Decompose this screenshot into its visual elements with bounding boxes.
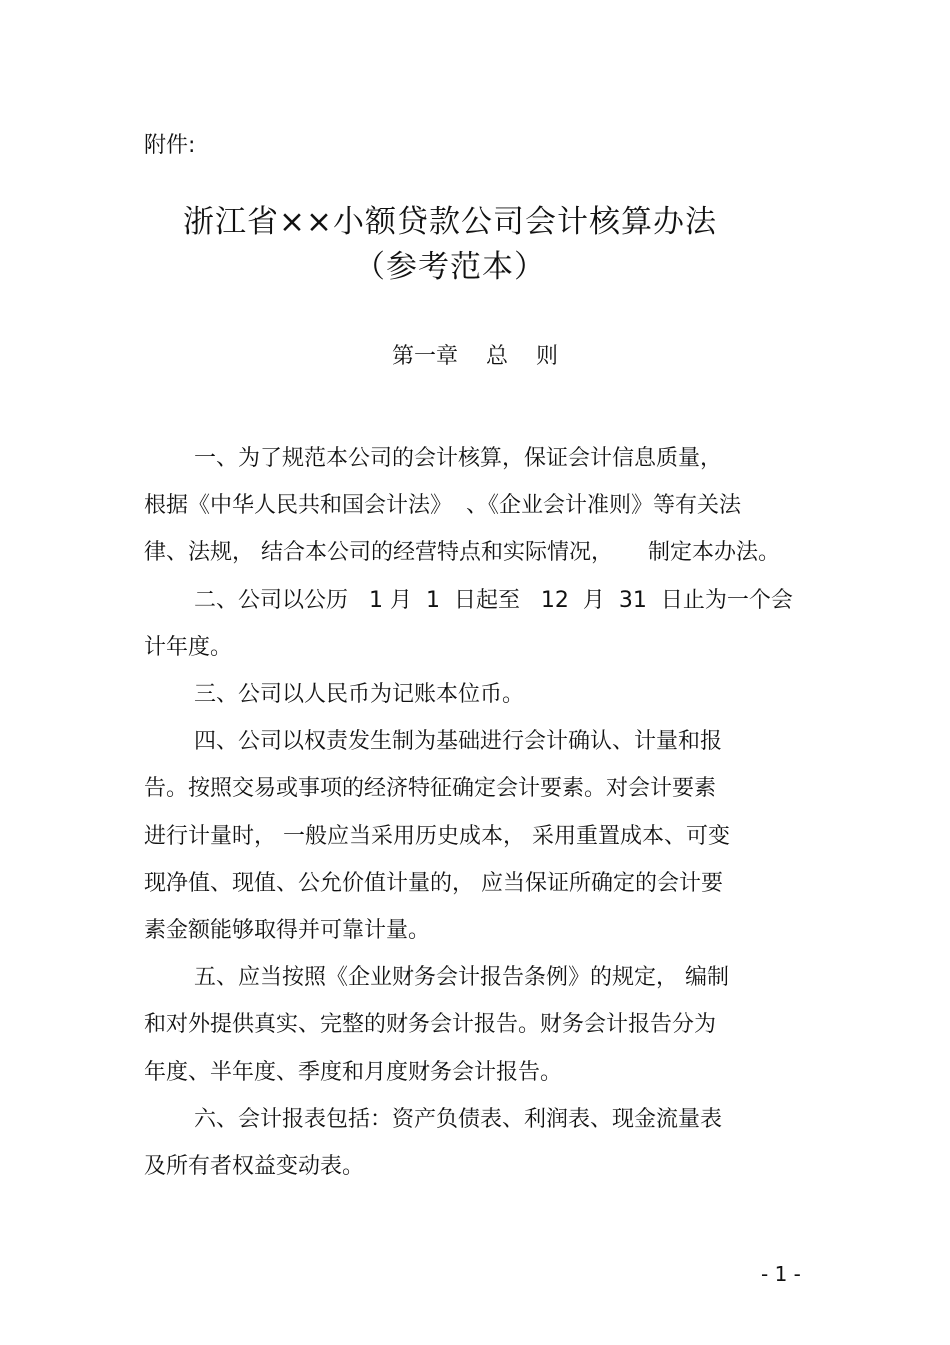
document-title: 浙江省××小额贷款公司会计核算办法 (183, 204, 717, 240)
paragraph-line: 一、为了规范本公司的会计核算，保证会计信息质量， (194, 446, 723, 471)
paragraph-line: 三、公司以人民币为记账本位币。 (194, 682, 525, 708)
chapter-heading: 第一章 总 则 (392, 344, 558, 369)
paragraph-5 (144, 954, 804, 1096)
paragraph-line: 六、会计报表包括：资产负债表、利润表、现金流量表 (194, 1106, 723, 1132)
paragraph-6 (144, 1096, 804, 1190)
paragraph-line: 年度、半年度、季度和月度财务会计报告。 (144, 1059, 563, 1085)
paragraph-3 (144, 671, 804, 718)
paragraph-line: 计年度。 (144, 634, 233, 660)
paragraph-line: 四、公司以权责发生制为基础进行会计确认、计量和报 (194, 729, 723, 755)
paragraph-line: 告。按照交易或事项的经济特征确定会计要素。对会计要素 (144, 776, 717, 802)
paragraph-line: 根据《中华人民共和国会计法》 、《企业会计准则》等有关法 (144, 493, 741, 519)
paragraph-line: 律、法规， 结合本公司的经营特点和实际情况， 制定本办法。 (144, 540, 780, 566)
paragraph-1 (144, 435, 804, 577)
paragraph-line: 五、应当按照《企业财务会计报告条例》的规定， 编制 (194, 965, 729, 991)
paragraph-line: 和对外提供真实、完整的财务会计报告。财务会计报告分为 (144, 1012, 717, 1038)
paragraph-line: 素金额能够取得并可靠计量。 (144, 918, 431, 944)
paragraph-line: 现净值、现值、公允价值计量的， 应当保证所确定的会计要 (144, 870, 723, 896)
paragraph-line: 及所有者权益变动表。 (144, 1154, 365, 1180)
paragraph-line: 进行计量时， 一般应当采用历史成本， 采用重置成本、可变 (144, 823, 730, 849)
document-body (144, 435, 804, 1190)
paragraph-4 (144, 718, 804, 954)
paragraph-line: 二、公司以公历 1 月 1 日起至 12 月 31 日止为一个会 (194, 587, 793, 613)
paragraph-2 (144, 577, 804, 671)
page-number: - 1 - (761, 1262, 801, 1286)
attachment-label: 附件: (144, 133, 196, 158)
document-subtitle: （参考范本） (354, 249, 546, 285)
